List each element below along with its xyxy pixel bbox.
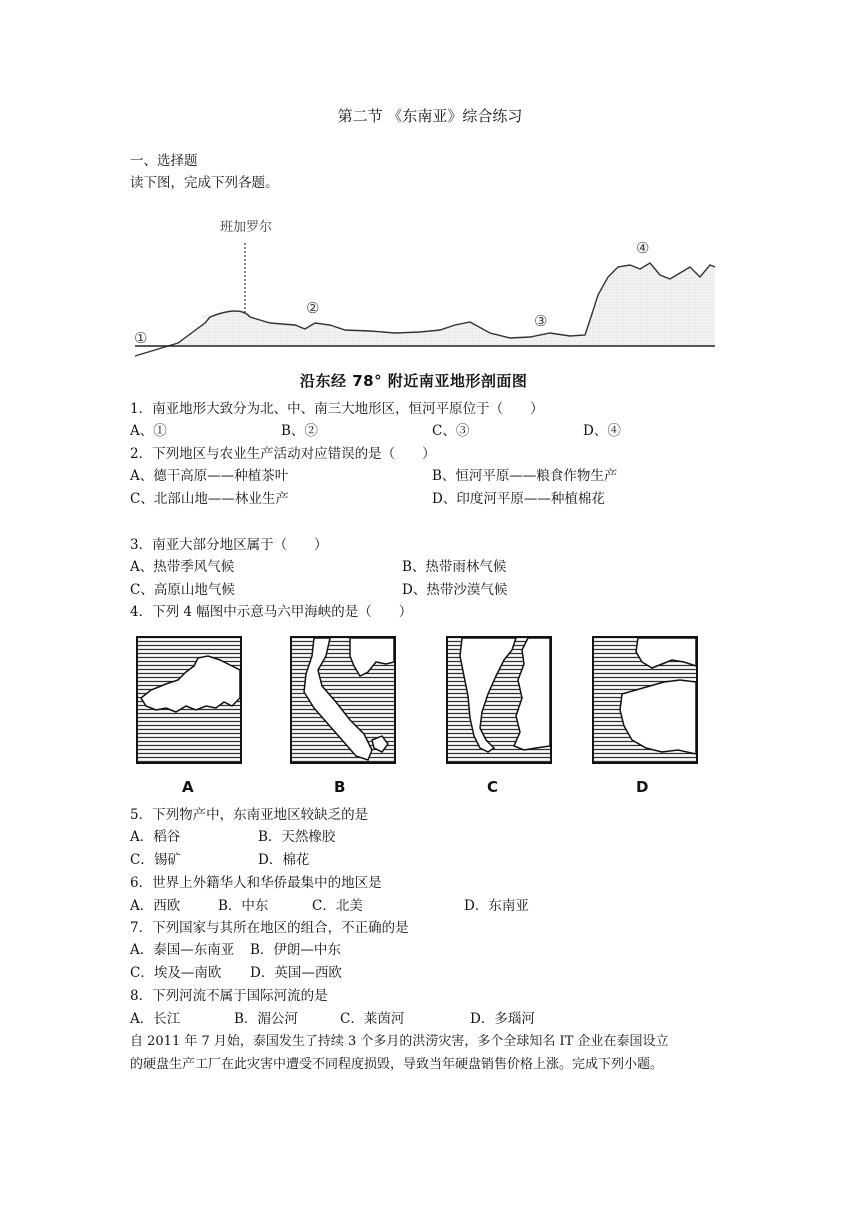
q3-stem: 3．南亚大部分地区属于（ ） [130, 537, 328, 553]
page-title: 第二节 《东南亚》综合练习 [337, 107, 523, 125]
q3-option-c[interactable]: C、高原山地气候 [130, 582, 235, 598]
bangalore-label: 班加罗尔 [220, 220, 273, 235]
q8-option-c[interactable]: C．莱茵河 [340, 1011, 405, 1027]
q8-stem: 8．下列河流不属于国际河流的是 [130, 988, 328, 1004]
q3-option-b[interactable]: B、热带雨林气候 [402, 559, 507, 575]
q6-option-c[interactable]: C．北美 [312, 898, 363, 914]
map-c[interactable] [446, 636, 552, 764]
q6-stem: 6．世界上外籍华人和华侨最集中的地区是 [130, 875, 382, 891]
q2-stem: 2．下列地区与农业生产活动对应错误的是（ ） [130, 446, 436, 462]
q5-option-d[interactable]: D．棉花 [258, 852, 310, 868]
marker-3: ③ [534, 312, 548, 330]
map-a-label: A [182, 778, 194, 796]
intro-text: 读下图，完成下列各题。 [130, 175, 279, 191]
q3-option-a[interactable]: A、热带季风气候 [130, 559, 235, 575]
terrain-profile-figure [130, 205, 720, 365]
passage-line-1: 自 2011 年 7 月始，泰国发生了持续 3 个多月的洪涝灾害，多个全球知名 IT 企业在泰国设立 [130, 1034, 669, 1049]
q5-option-c[interactable]: C．锡矿 [130, 852, 181, 868]
q5-option-a[interactable]: A．稻谷 [130, 829, 181, 845]
q8-option-d[interactable]: D．多瑙河 [470, 1011, 535, 1027]
q1-option-d[interactable]: D、④ [583, 423, 621, 439]
q2-option-a[interactable]: A、德干高原——种植茶叶 [130, 468, 289, 484]
map-d-label: D [636, 778, 649, 796]
profile-caption: 沿东经 78° 附近南亚地形剖面图 [300, 372, 528, 390]
map-b-label: B [334, 778, 346, 796]
q4-stem: 4．下列 4 幅图中示意马六甲海峡的是（ ） [130, 604, 413, 620]
q1-option-c[interactable]: C、③ [432, 423, 470, 439]
q5-stem: 5．下列物产中，东南亚地区较缺乏的是 [130, 807, 369, 823]
q6-option-d[interactable]: D．东南亚 [464, 898, 529, 914]
q7-option-d[interactable]: D．英国—西欧 [250, 965, 342, 981]
map-c-label: C [487, 778, 499, 796]
marker-2: ② [306, 299, 320, 317]
q8-option-b[interactable]: B．湄公河 [234, 1011, 298, 1027]
map-a[interactable] [136, 636, 242, 764]
q6-option-a[interactable]: A．西欧 [130, 898, 181, 914]
marker-1: ① [134, 329, 148, 347]
q1-stem: 1．南亚地形大致分为北、中、南三大地形区，恒河平原位于（ ） [130, 401, 544, 417]
q2-option-d[interactable]: D、印度河平原——种植棉花 [432, 491, 605, 507]
q7-option-b[interactable]: B．伊朗—中东 [250, 942, 341, 958]
q7-option-c[interactable]: C．埃及—南欧 [130, 965, 222, 981]
q2-option-b[interactable]: B、恒河平原——粮食作物生产 [432, 468, 618, 484]
q7-option-a[interactable]: A．泰国—东南亚 [130, 942, 235, 958]
marker-4: ④ [636, 239, 650, 257]
q1-option-b[interactable]: B、② [281, 423, 318, 439]
q1-option-a[interactable]: A、① [130, 423, 167, 439]
q6-option-b[interactable]: B．中东 [218, 898, 269, 914]
map-b[interactable] [290, 636, 396, 764]
q5-option-b[interactable]: B．天然橡胶 [258, 829, 336, 845]
q7-stem: 7．下列国家与其所在地区的组合，不正确的是 [130, 920, 409, 936]
map-d[interactable] [592, 636, 698, 764]
q2-option-c[interactable]: C、北部山地——林业生产 [130, 491, 289, 507]
q3-option-d[interactable]: D、热带沙漠气候 [402, 582, 508, 598]
section-heading: 一、选择题 [130, 153, 198, 169]
terrain-fill [178, 263, 715, 346]
passage-line-2: 的硬盘生产工厂在此灾害中遭受不同程度损毁，导致当年硬盘销售价格上涨。完成下列小题。 [130, 1057, 664, 1072]
q8-option-a[interactable]: A．长江 [130, 1011, 181, 1027]
